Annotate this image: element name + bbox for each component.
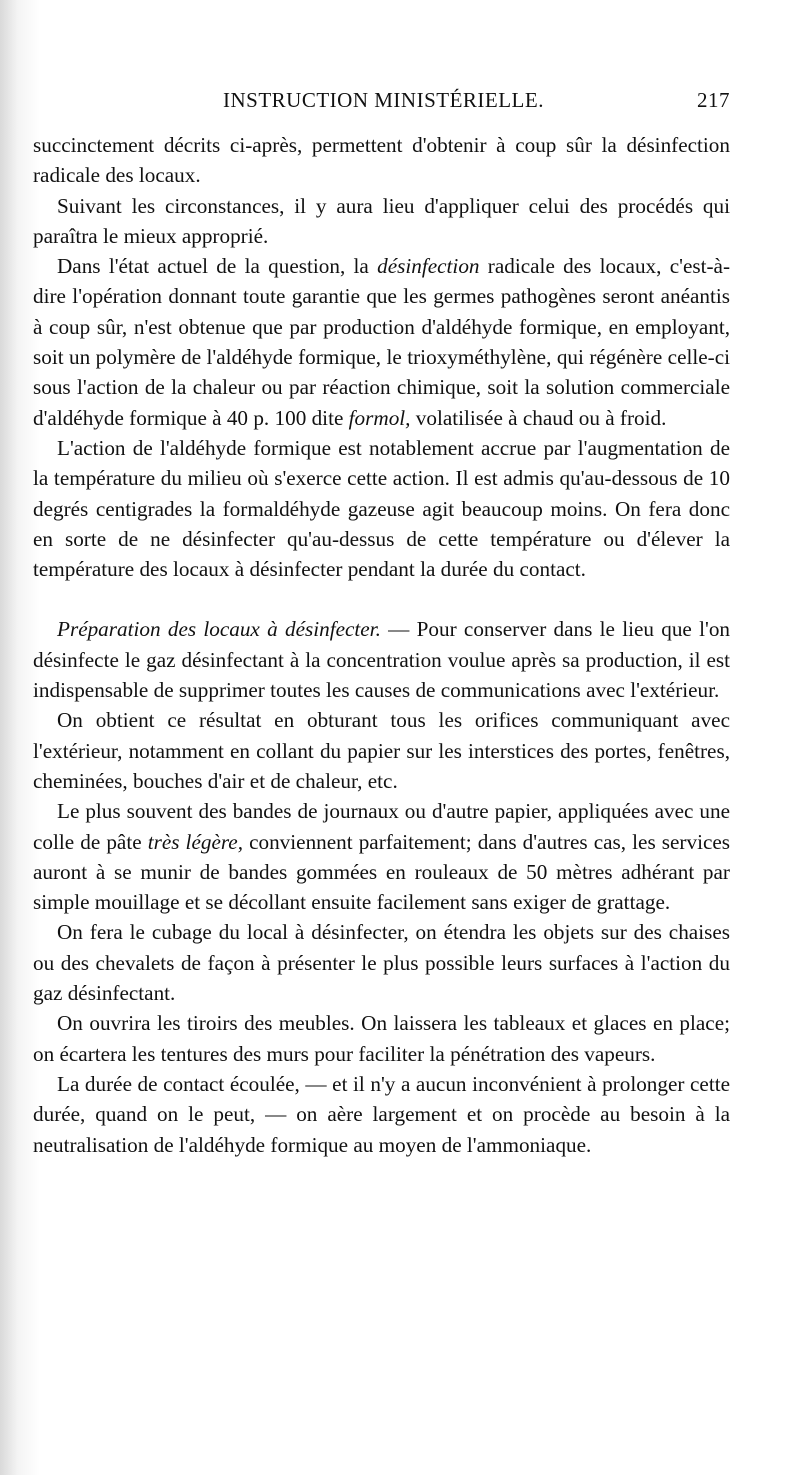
paragraph-1: succinctement décrits ci-après, permettent d'obtenir à coup sûr la désinfection radicale des locaux. — [33, 133, 730, 188]
page-header — [33, 88, 730, 118]
paragraph-7-emphasis: très légère, — [147, 829, 244, 854]
page-number: 217 — [697, 88, 730, 112]
paragraph-4: L'action de l'aldéhyde formique est notablement accrue par l'augmentation de la température du milieu où s'exerce cette action. Il est admis qu'au-dessous de 10 degrés centigrades la formaldéhyde gazeuse agit beaucoup moins. On fera donc en sorte de ne désinfecter qu'au-dessus de cette température ou d'élever la température des locaux à désinfecter pendant la durée du contact. — [33, 435, 730, 582]
paragraph-10: La durée de contact écoulée, — et il n'y a aucun inconvénient à prolonger cette durée, quand on le peut, — on aère largement et on procède au besoin à la neutralisation de l'aldéhyde formique au moyen de l'ammoniaque. — [33, 1071, 730, 1157]
paragraph-7 — [33, 796, 730, 917]
paragraph-5 — [33, 614, 730, 705]
paragraph-2: Suivant les circonstances, il y aura lieu d'appliquer celui des procédés qui paraîtra le mieux approprié. — [33, 193, 730, 248]
paragraph-6: On obtient ce résultat en obturant tous les orifices communiquant avec l'extérieur, notamment en collant du papier sur les interstices des portes, fenêtres, cheminées, bouches d'air et de chaleur, etc. — [33, 708, 730, 793]
paragraph-3-text-a: Dans l'état actuel de la question, la — [57, 254, 378, 279]
body-text — [33, 130, 730, 1160]
paragraph-9: On ouvrira les tiroirs des meubles. On laissera les tableaux et glaces en place; on écartera les tentures des murs pour faciliter la pénétration des vapeurs. — [33, 1011, 730, 1066]
running-title: INSTRUCTION MINISTÉRIELLE. — [223, 88, 544, 112]
paragraph-5-text: — Pour conserver dans le lieu que l'on désinfecte le gaz désinfectant à la concentration voulue après sa production, il est indispensable de supprimer toutes les causes de communications avec l'extérieur. — [33, 617, 731, 703]
paragraph-3 — [33, 251, 730, 433]
paragraph-7-text-b: conviennent parfaitement; dans d'autres cas, les services auront à se munir de bandes gommées en rouleaux de 50 mètres adhérant par simple mouillage et se décollant ensuite facilement sans exiger de grattage. — [33, 829, 731, 915]
paragraph-3-text-b: radicale des locaux, c'est-à-dire l'opération donnant toute garantie que les germes pathogènes seront anéantis à coup sûr, n'est obtenue que par production d'aldéhyde formique, en employant, soit un polymère de l'aldéhyde formique, le trioxyméthylène, qui régénère celle-ci sous l'action de la chaleur ou par réaction chimique, soit la solution commerciale d'aldéhyde formique à 40 p. 100 dite — [33, 254, 731, 430]
paragraph-3-emphasis-desinfection: désinfection — [377, 254, 480, 279]
paragraph-8: On fera le cubage du local à désinfecter, on étendra les objets sur des chaises ou des chevalets de façon à présenter le plus possible leurs surfaces à l'action du gaz désinfectant. — [33, 920, 730, 1006]
paragraph-3-emphasis-formol: formol, — [348, 405, 411, 430]
paragraph-3-text-c: volatilisée à chaud ou à froid. — [410, 405, 667, 430]
paragraph-7-text-a: Le plus souvent des bandes de journaux ou d'autre papier, appliquées avec une colle de pâte — [33, 799, 730, 854]
section-heading: Préparation des locaux à désinfecter. — [57, 617, 381, 642]
